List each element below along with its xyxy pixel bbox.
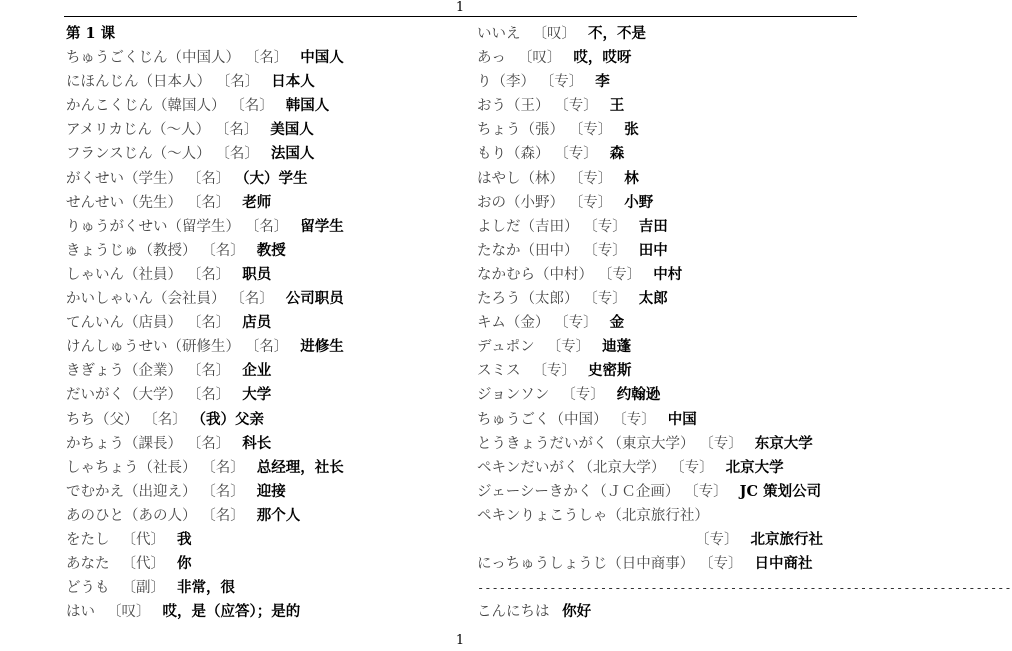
entry-part-of-speech: 〔名〕 <box>222 146 259 163</box>
entry-kana: よしだ（吉田） <box>477 218 579 235</box>
greeting-meaning: 你好 <box>562 603 592 621</box>
vocab-entry <box>477 480 897 504</box>
entry-kana: たなか（田中） <box>477 242 579 259</box>
entry-part-of-speech: 〔名〕 <box>208 507 245 524</box>
entry-meaning: 哎，哎呀 <box>573 49 632 67</box>
entry-meaning: 法国人 <box>270 145 315 163</box>
entry-part-of-speech: 〔名〕 <box>208 459 245 476</box>
entry-part-of-speech: 〔专〕 <box>547 74 584 91</box>
entry-part-of-speech: 〔专〕 <box>691 483 728 500</box>
entry-meaning: 韩国人 <box>285 97 330 115</box>
entry-kana: り（李） <box>477 74 535 91</box>
entry-meaning: 史密斯 <box>588 362 632 380</box>
entry-meaning: （我）父亲 <box>198 410 264 428</box>
entry-part-of-speech: 〔名〕 <box>208 242 245 259</box>
entry-kana: ジェーシーきかく（ＪＣ企画） <box>477 483 680 500</box>
entry-part-of-speech: 〔专〕 <box>695 531 739 548</box>
entry-part-of-speech: 〔专〕 <box>590 242 627 259</box>
entry-part-of-speech: 〔名〕 <box>194 170 231 187</box>
entry-kana: アメリカじん（～人） <box>66 122 210 139</box>
entry-part-of-speech: 〔叹〕 <box>532 26 576 42</box>
entry-part-of-speech: 〔名〕 <box>252 50 289 67</box>
vocab-entry <box>66 70 466 94</box>
entry-kana: ペキンだいがく（北京大学） <box>477 459 666 476</box>
entry-part-of-speech: 〔专〕 <box>677 459 714 476</box>
entry-meaning: 约翰逊 <box>616 386 661 404</box>
entry-meaning: 企业 <box>242 362 272 380</box>
entry-part-of-speech: 〔叹〕 <box>107 604 151 621</box>
vocab-entry <box>477 263 897 287</box>
entry-kana: とうきょうだいがく（東京大学） <box>477 435 695 452</box>
vocab-entry <box>66 600 466 624</box>
entry-kana: にほんじん（日本人） <box>66 74 211 91</box>
entry-part-of-speech: 〔名〕 <box>194 315 231 332</box>
entry-part-of-speech: 〔名〕 <box>223 74 260 91</box>
entry-meaning: 中国人 <box>300 49 344 67</box>
vocab-entry <box>477 239 897 263</box>
entry-meaning: （大）学生 <box>242 169 308 187</box>
vocab-entry <box>66 432 466 456</box>
entry-part-of-speech: 〔专〕 <box>561 98 598 115</box>
entry-kana: だいがく（大学） <box>66 387 182 404</box>
entry-meaning: 东京大学 <box>754 434 813 452</box>
separator-line: -------------------------------------------------------------------------- <box>477 581 1012 596</box>
vocab-entry <box>66 94 466 118</box>
entry-meaning: 迎接 <box>256 482 286 500</box>
entry-kana: フランスじん（～人） <box>66 146 211 163</box>
entry-meaning: 森 <box>609 145 625 163</box>
entry-meaning: 张 <box>624 121 639 139</box>
entry-part-of-speech: 〔名〕 <box>194 194 231 211</box>
entry-part-of-speech: 〔名〕 <box>194 266 231 283</box>
entry-kana: でむかえ（出迎え） <box>66 483 197 500</box>
entry-meaning: 老师 <box>242 193 272 211</box>
entry-meaning: 太郎 <box>638 290 668 308</box>
vocab-entry <box>477 383 897 407</box>
entry-meaning: 金 <box>609 314 625 332</box>
vocab-entry <box>66 46 466 70</box>
vocab-entry <box>477 432 897 456</box>
vocab-entry <box>477 118 897 142</box>
vocab-entry <box>477 311 897 335</box>
entry-part-of-speech: 〔名〕 <box>194 387 231 404</box>
vocab-entry <box>477 191 897 215</box>
entry-meaning: 科长 <box>242 434 272 452</box>
entry-meaning: 美国人 <box>270 121 314 139</box>
vocab-entry <box>66 359 466 383</box>
entry-meaning: 李 <box>595 73 610 91</box>
vocab-entry <box>477 70 897 94</box>
entry-part-of-speech: 〔专〕 <box>561 146 598 163</box>
entry-part-of-speech: 〔名〕 <box>252 218 289 235</box>
vocab-entry <box>477 408 897 432</box>
entry-kana: ちち（父） <box>66 411 139 428</box>
vocab-entry <box>477 287 897 311</box>
entry-kana: をたし <box>66 531 110 548</box>
vocab-entry <box>477 456 897 480</box>
entry-meaning: 日本人 <box>271 73 315 91</box>
vocab-entry <box>477 504 897 528</box>
entry-part-of-speech: 〔名〕 <box>150 411 187 428</box>
entry-kana: もり（森） <box>477 146 550 163</box>
entry-part-of-speech: 〔名〕 <box>194 435 231 452</box>
entry-kana: きょうじゅ（教授） <box>66 242 197 259</box>
entry-kana: キム（金） <box>477 315 550 332</box>
entry-kana: いいえ <box>477 26 521 42</box>
entry-part-of-speech: 〔专〕 <box>605 266 642 283</box>
entry-meaning: 店员 <box>242 314 272 332</box>
entry-meaning: 迪蓬 <box>602 338 632 356</box>
entry-kana: てんいん（店員） <box>66 315 182 332</box>
entry-meaning: 王 <box>609 97 625 115</box>
entry-part-of-speech: 〔专〕 <box>576 194 613 211</box>
vocab-entry <box>477 167 897 191</box>
header-rule <box>64 16 857 17</box>
entry-kana: かいしゃいん（会社員） <box>66 291 226 308</box>
entry-kana: ちょう（張） <box>477 122 564 139</box>
entry-meaning: 非常，很 <box>177 579 235 597</box>
entry-part-of-speech: 〔专〕 <box>576 122 613 139</box>
entry-meaning: 那个人 <box>256 506 301 524</box>
page-number-bottom: 1 <box>455 633 465 648</box>
entry-part-of-speech: 〔专〕 <box>590 291 627 308</box>
vocab-entry <box>477 142 897 166</box>
vocab-entry <box>66 191 466 215</box>
entry-meaning: JC 策划公司 <box>739 482 822 500</box>
entry-meaning: 总经理，社长 <box>256 458 344 476</box>
entry-part-of-speech: 〔代〕 <box>121 531 165 548</box>
vocab-entry <box>66 335 466 359</box>
entry-kana: あなた <box>66 556 110 573</box>
right-column <box>477 22 1012 624</box>
entry-part-of-speech: 〔名〕 <box>237 291 274 308</box>
entry-kana: ジョンソン <box>477 387 550 404</box>
entry-kana: かちょう（課長） <box>66 435 182 452</box>
vocab-entry <box>66 215 466 239</box>
entry-meaning: 中村 <box>653 265 683 283</box>
entry-kana: せんせい（先生） <box>66 194 182 211</box>
vocab-entry <box>66 167 466 191</box>
right-vocab-list <box>477 22 897 576</box>
entry-meaning: 公司职员 <box>285 290 344 308</box>
lesson-title: 第 1 课 <box>66 25 116 42</box>
entry-meaning: 日中商社 <box>754 555 813 573</box>
entry-kana: なかむら（中村） <box>477 266 593 283</box>
entry-kana: しゃちょう（社長） <box>66 459 197 476</box>
entry-meaning: 进修生 <box>300 338 344 356</box>
entry-meaning: 我 <box>177 530 192 548</box>
left-vocab-list <box>66 46 466 624</box>
entry-part-of-speech: 〔专〕 <box>590 218 627 235</box>
entry-kana: けんしゅうせい（研修生） <box>66 339 240 356</box>
vocab-entry <box>477 528 897 552</box>
entry-meaning: 大学 <box>242 386 272 404</box>
page-number-top: 1 <box>455 0 465 15</box>
vocab-entry <box>477 552 897 576</box>
entry-meaning: 教授 <box>256 241 286 259</box>
entry-kana: りゅうがくせい（留学生） <box>66 218 240 235</box>
vocab-entry <box>66 287 466 311</box>
vocab-entry <box>66 383 466 407</box>
entry-kana: デュポン <box>477 339 535 356</box>
entry-kana: あっ <box>477 50 506 67</box>
entry-meaning: 吉田 <box>638 217 668 235</box>
entry-part-of-speech: 〔副〕 <box>121 580 165 597</box>
entry-kana: たろう（太郎） <box>477 291 579 308</box>
entry-kana: ペキンりょこうしゃ（北京旅行社） <box>477 507 709 524</box>
entry-kana: がくせい（学生） <box>66 170 182 187</box>
entry-meaning: 小野 <box>624 193 654 211</box>
entry-part-of-speech: 〔专〕 <box>561 315 598 332</box>
vocab-entry <box>66 552 466 576</box>
vocab-entry <box>477 359 897 383</box>
entry-kana: スミス <box>477 363 521 380</box>
vocab-entry <box>66 480 466 504</box>
entry-meaning: 职员 <box>242 265 272 283</box>
entry-kana: どうも <box>66 580 110 597</box>
greeting-entry <box>477 600 897 624</box>
entry-kana: おう（王） <box>477 98 550 115</box>
entry-meaning: 林 <box>624 169 639 187</box>
entry-part-of-speech: 〔专〕 <box>576 170 613 187</box>
entry-kana: おの（小野） <box>477 194 564 211</box>
entry-part-of-speech: 〔专〕 <box>706 556 743 573</box>
entry-kana: はい <box>66 604 95 621</box>
entry-kana: きぎょう（企業） <box>66 363 182 380</box>
entry-part-of-speech: 〔叹〕 <box>517 50 562 67</box>
vocab-entry <box>66 118 466 142</box>
entry-kana: しゃいん（社員） <box>66 266 182 283</box>
entry-kana: にっちゅうしょうじ（日中商事） <box>477 556 695 573</box>
entry-meaning: 留学生 <box>300 217 344 235</box>
vocab-entry <box>477 215 897 239</box>
vocab-entry <box>66 239 466 263</box>
entry-part-of-speech: 〔专〕 <box>619 411 656 428</box>
entry-part-of-speech: 〔专〕 <box>532 363 576 380</box>
vocab-entry <box>66 504 466 528</box>
entry-part-of-speech: 〔名〕 <box>194 363 231 380</box>
vocab-entry <box>477 46 897 70</box>
entry-kana: あのひと（あの人） <box>66 507 197 524</box>
entry-meaning: 哎，是（应答）；是的 <box>162 603 301 621</box>
entry-part-of-speech: 〔专〕 <box>706 435 743 452</box>
entry-part-of-speech: 〔名〕 <box>221 122 259 139</box>
entry-kana: かんこくじん（韓国人） <box>66 98 226 115</box>
greeting-kana: こんにちは <box>477 604 550 621</box>
entry-meaning: 你 <box>177 555 192 573</box>
vocab-entry <box>66 263 466 287</box>
left-column <box>66 22 466 624</box>
vocab-entry <box>66 311 466 335</box>
vocab-entry <box>66 528 466 552</box>
vocab-entry <box>477 335 897 359</box>
vocab-entry <box>66 576 466 600</box>
entry-part-of-speech: 〔名〕 <box>252 339 289 356</box>
vocab-entry <box>477 94 897 118</box>
vocab-entry <box>477 22 897 46</box>
entry-meaning: 北京旅行社 <box>750 530 823 548</box>
entry-kana: はやし（林） <box>477 170 564 187</box>
entry-kana: ちゅうごく（中国） <box>477 411 608 428</box>
entry-meaning: 中国 <box>667 410 697 428</box>
vocab-entry <box>66 456 466 480</box>
entry-meaning: 北京大学 <box>725 458 784 476</box>
entry-part-of-speech: 〔代〕 <box>121 556 165 573</box>
entry-part-of-speech: 〔名〕 <box>208 483 245 500</box>
entry-part-of-speech: 〔专〕 <box>546 339 591 356</box>
entry-meaning: 田中 <box>638 241 668 259</box>
entry-part-of-speech: 〔名〕 <box>237 98 274 115</box>
vocab-entry <box>66 408 466 432</box>
entry-meaning: 不，不是 <box>588 25 646 42</box>
entry-kana: ちゅうごくじん（中国人） <box>66 50 240 67</box>
vocab-entry <box>66 142 466 166</box>
entry-part-of-speech: 〔专〕 <box>561 387 605 404</box>
